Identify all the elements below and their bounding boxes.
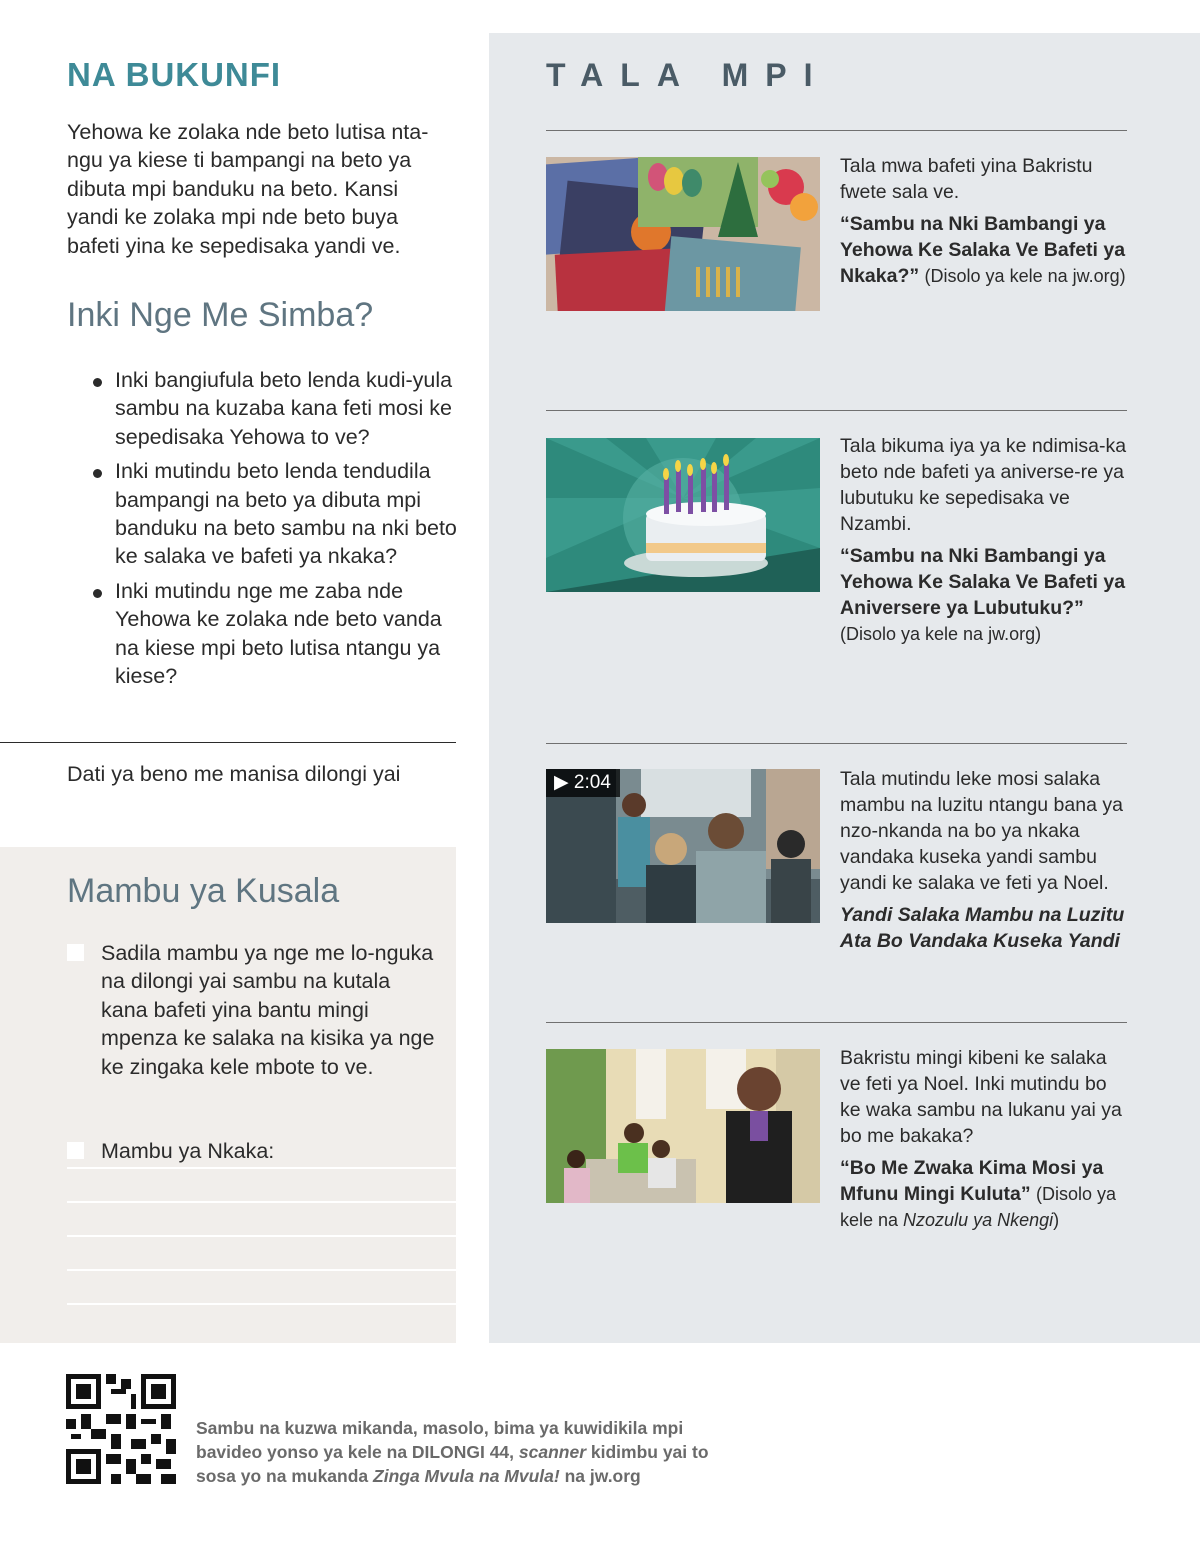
review-questions	[90, 366, 460, 696]
video-thumbnail[interactable]	[546, 769, 820, 923]
review-title: Inki Nge Me Simba?	[67, 296, 374, 334]
explore-panel	[489, 33, 1200, 1343]
video-duration-badge: ▶ 2:04	[546, 769, 620, 797]
birthday-image[interactable]	[546, 438, 820, 592]
review-question: Inki mutindu nge me zaba nde Yehowa ke zolaka nde beto vanda na kiese mpi beto lutisa ntangu ya kiese?	[90, 577, 460, 691]
explore-entry	[840, 1045, 1130, 1233]
summary-title: NA BUKUNFI	[67, 56, 282, 93]
birthday-cake-illustration	[546, 438, 820, 592]
holidays-illustration	[546, 157, 820, 311]
date-label: Dati ya beno me manisa dilongi yai	[67, 762, 401, 786]
entry-description: Tala mwa bafeti yina Bakristu fwete sala ve.	[840, 155, 1093, 203]
holidays-image[interactable]	[546, 157, 820, 311]
qr-code[interactable]	[66, 1374, 176, 1484]
explore-entry	[840, 153, 1130, 289]
checkbox[interactable]	[67, 944, 84, 961]
explore-title: TALA MPI	[546, 57, 830, 93]
entry-description: Bakristu mingi kibeni ke salaka ve feti ya Noel. Inki mutindu bo ke waka sambu na lukanu yai ya bo me bakaka?	[840, 1047, 1122, 1147]
divider	[546, 410, 1127, 411]
family-image[interactable]	[546, 1049, 820, 1203]
entry-link[interactable]: “Sambu na Nki Bambangi ya Yehowa Ke Salaka Ve Bafeti ya Aniversere ya Lubutuku?” (Disolo ya kele na jw.org)	[840, 545, 1126, 644]
qr-code-icon	[66, 1374, 176, 1484]
family-photo	[546, 1049, 820, 1203]
review-question: Inki bangiufula beto lenda kudi-yula sambu na kuzaba kana feti mosi ke sepedisaka Yehowa to ve?	[90, 366, 460, 451]
review-question: Inki mutindu beto lenda tendudila bampangi na beto ya dibuta mpi banduku na beto sambu na nki beto ke salaka ve bafeti ya nkaka?	[90, 457, 460, 571]
summary-text: Yehowa ke zolaka nde beto lutisa nta-ngu ya kiese ti bampangi na beto ya dibuta mpi banduku na beto. Kansi yandi ke zolaka mpi nde beto buya bafeti yina ke sepedisaka yandi ve.	[67, 120, 429, 258]
goal-text: Mambu ya Nkaka:	[101, 1139, 275, 1163]
explore-entry	[840, 433, 1130, 647]
video-title-link[interactable]: Yandi Salaka Mambu na Luzitu Ata Bo Vandaka Kuseka Yandi	[840, 904, 1125, 952]
footer-note: Sambu na kuzwa mikanda, masolo, bima ya kuwidikila mpi bavideo yonso ya kele na DILONGI 44, scanner kidimbu yai to sosa yo na mukanda Zinga Mvula na Mvula! na jw.org	[196, 1418, 709, 1486]
bullet-icon	[93, 469, 102, 478]
write-line[interactable]	[67, 1303, 456, 1305]
divider	[0, 742, 456, 743]
explore-entry	[840, 766, 1130, 954]
entry-link[interactable]: “Sambu na Nki Bambangi ya Yehowa Ke Salaka Ve Bafeti ya Nkaka?” (Disolo ya kele na jw.org)	[840, 213, 1126, 287]
entry-description: Tala mutindu leke mosi salaka mambu na luzitu ntangu bana ya nzo-nkanda na bo ya nkaka vandaka kuseka yandi sambu yandi ke salaka ve feti ya Noel.	[840, 768, 1123, 894]
bullet-icon	[93, 378, 102, 387]
divider	[546, 743, 1127, 744]
bullet-icon	[93, 589, 102, 598]
goal-item-other	[67, 1137, 437, 1165]
write-line[interactable]	[67, 1235, 456, 1237]
goals-panel	[0, 847, 456, 1343]
write-line[interactable]	[67, 1167, 456, 1169]
entry-link[interactable]: “Bo Me Zwaka Kima Mosi ya Mfunu Mingi Kuluta” (Disolo ya kele na Nzozulu ya Nkengi)	[840, 1157, 1117, 1230]
checkbox[interactable]	[67, 1142, 84, 1159]
write-line[interactable]	[67, 1201, 456, 1203]
divider	[546, 130, 1127, 131]
goal-item	[67, 939, 437, 1081]
entry-description: Tala bikuma iya ya ke ndimisa-ka beto nde bafeti ya aniverse-re ya lubutuku ke sepedisaka ve Nzambi.	[840, 435, 1127, 535]
write-line[interactable]	[67, 1269, 456, 1271]
divider	[546, 1022, 1127, 1023]
goal-text: Sadila mambu ya nge me lo-nguka na dilongi yai sambu na kutala kana bafeti yina bantu mingi mpenza ke salaka na kisika ya nge ke zingaka kele mbote to ve.	[101, 941, 435, 1079]
goals-title: Mambu ya Kusala	[67, 872, 340, 910]
play-icon: ▶	[554, 772, 569, 793]
